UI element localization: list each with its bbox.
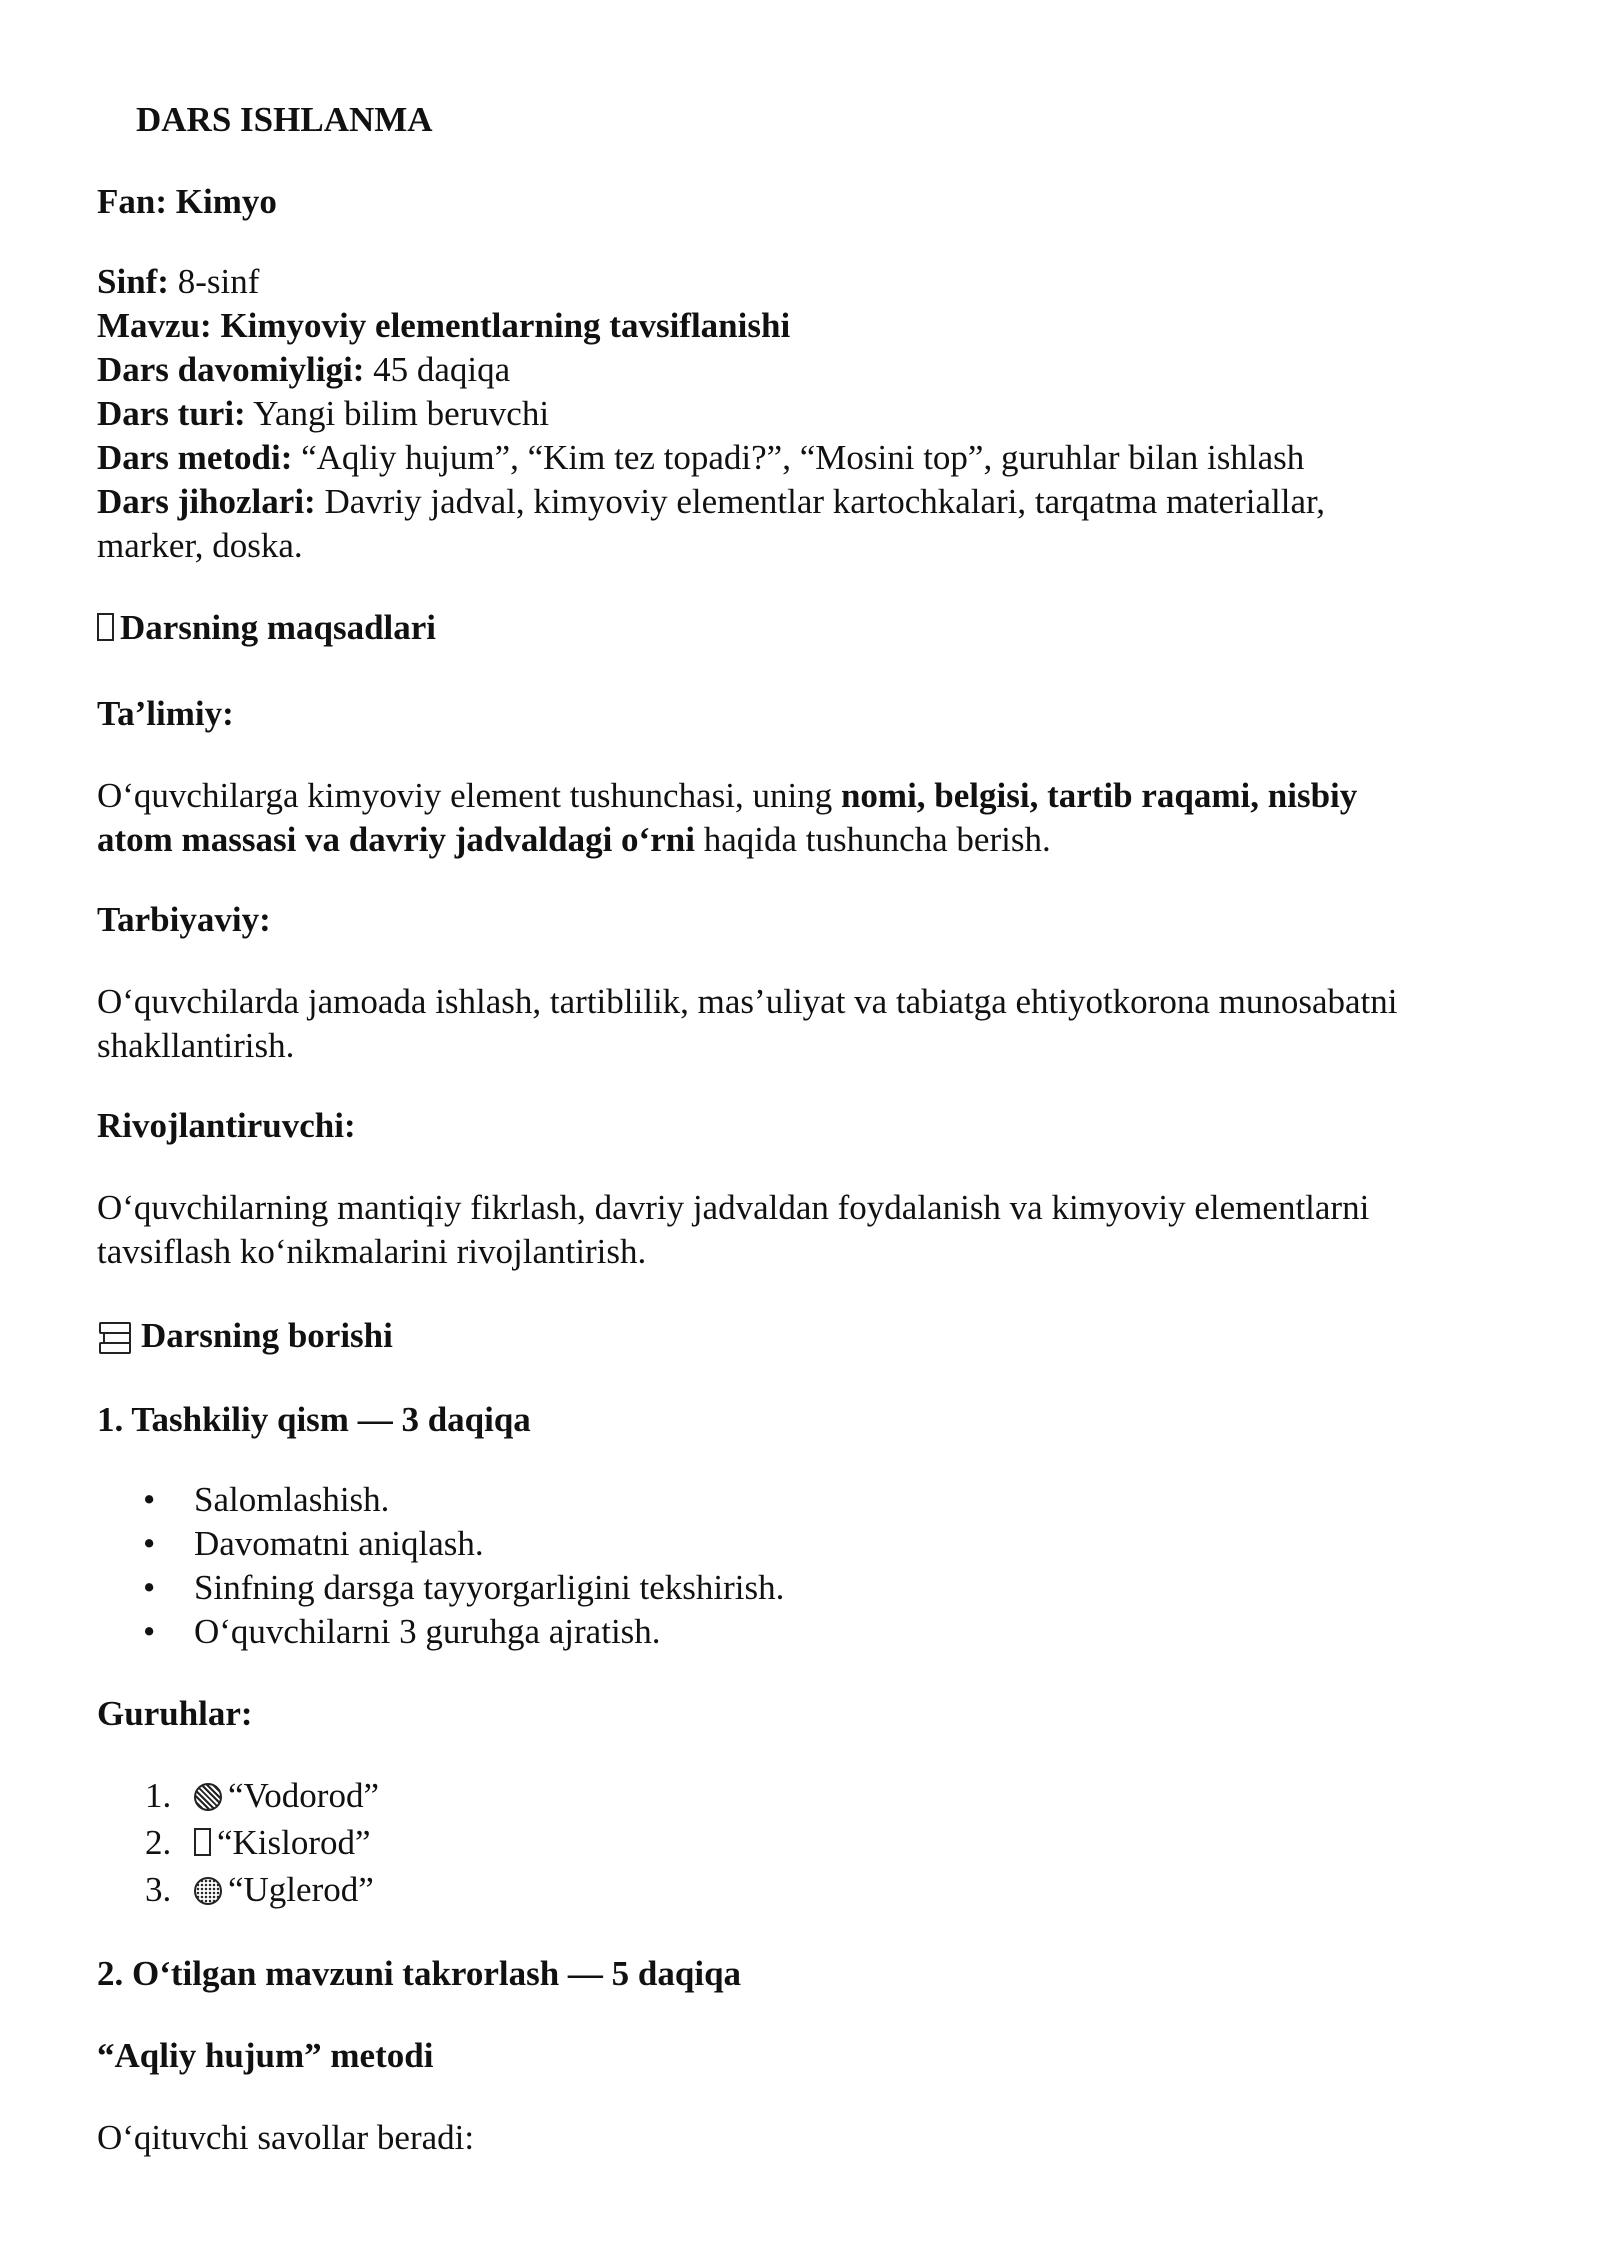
stage-1-heading: 1. Tashkiliy qism — 3 daqiqa bbox=[97, 1400, 531, 1439]
books-icon bbox=[97, 1322, 133, 1352]
hatched-circle-icon bbox=[194, 1783, 222, 1811]
meta-type: Dars turi: Yangi bilim beruvchi bbox=[97, 394, 550, 433]
meta-duration: Dars davomiyligi: 45 daqiqa bbox=[97, 350, 511, 389]
lesson-meta bbox=[97, 260, 1517, 568]
document-title: DARS ISHLANMA bbox=[136, 100, 433, 139]
goal-educational-heading: Ta’limiy: bbox=[97, 694, 234, 733]
meta-method: Dars metodi: “Aqliy hujum”, “Kim tez topadi?”, “Mosini top”, guruhlar bilan ishlash bbox=[97, 438, 1305, 477]
goal-educational-text: O‘quvchilarga kimyoviy element tushunchasi, uning nomi, belgisi, tartib raqami, nisbiy atom massasi va davriy jadvaldagi o‘rni haqida tushuncha berish. bbox=[97, 776, 1358, 859]
list-item: 3. “Uglerod” bbox=[145, 1870, 374, 1909]
subject-label: Fan: bbox=[97, 182, 167, 221]
goal-upbringing-text: O‘quvchilarda jamoada ishlash, tartiblilik, mas’uliyat va tabiatga ehtiyotkorona munosabatni shakllantirish. bbox=[97, 982, 1398, 1065]
groups-list bbox=[97, 1774, 1517, 1915]
list-item: • Davomatni aniqlash. bbox=[143, 1524, 484, 1563]
list-item: • Sinfning darsga tayyorgarligini tekshirish. bbox=[143, 1568, 785, 1607]
meta-class: Sinf: 8-sinf bbox=[97, 262, 260, 301]
missing-glyph-icon bbox=[97, 613, 114, 641]
missing-glyph-icon bbox=[194, 1828, 211, 1856]
stage-2-heading: 2. O‘tilgan mavzuni takrorlash — 5 daqiqa bbox=[97, 1954, 742, 1993]
meta-equipment: Dars jihozlari: Davriy jadval, kimyoviy elementlar kartochkalari, tarqatma materiallar, bbox=[97, 482, 1325, 521]
meta-topic: Mavzu: Kimyoviy elementlarning tavsiflanishi bbox=[97, 306, 791, 345]
list-item: 2. “Kislorod” bbox=[145, 1823, 371, 1862]
stage-1-list bbox=[97, 1478, 1517, 1654]
list-item: • Salomlashish. bbox=[143, 1480, 390, 1519]
list-item: 1. “Vodorod” bbox=[145, 1776, 379, 1815]
list-item: • O‘quvchilarni 3 guruhga ajratish. bbox=[143, 1612, 661, 1651]
goal-developmental-text: O‘quvchilarning mantiqiy fikrlash, davriy jadvaldan foydalanish va kimyoviy elementlarni tavsiflash ko‘nikmalarini rivojlantirish. bbox=[97, 1188, 1370, 1271]
groups-heading: Guruhlar: bbox=[97, 1694, 253, 1733]
subject-line bbox=[97, 180, 1517, 224]
brainstorm-method-heading: “Aqliy hujum” metodi bbox=[97, 2036, 434, 2075]
subject-value: Kimyo bbox=[175, 182, 277, 221]
goal-developmental-heading: Rivojlantiruvchi: bbox=[97, 1106, 356, 1145]
goal-upbringing-heading: Tarbiyaviy: bbox=[97, 900, 271, 939]
lesson-process-heading: Darsning borishi bbox=[97, 1314, 1517, 1358]
teacher-questions-intro: O‘qituvchi savollar beradi: bbox=[97, 2118, 475, 2157]
goals-heading: Darsning maqsadlari bbox=[97, 606, 1517, 650]
dotted-circle-icon bbox=[194, 1877, 222, 1905]
meta-equipment-continued: marker, doska. bbox=[97, 526, 303, 565]
